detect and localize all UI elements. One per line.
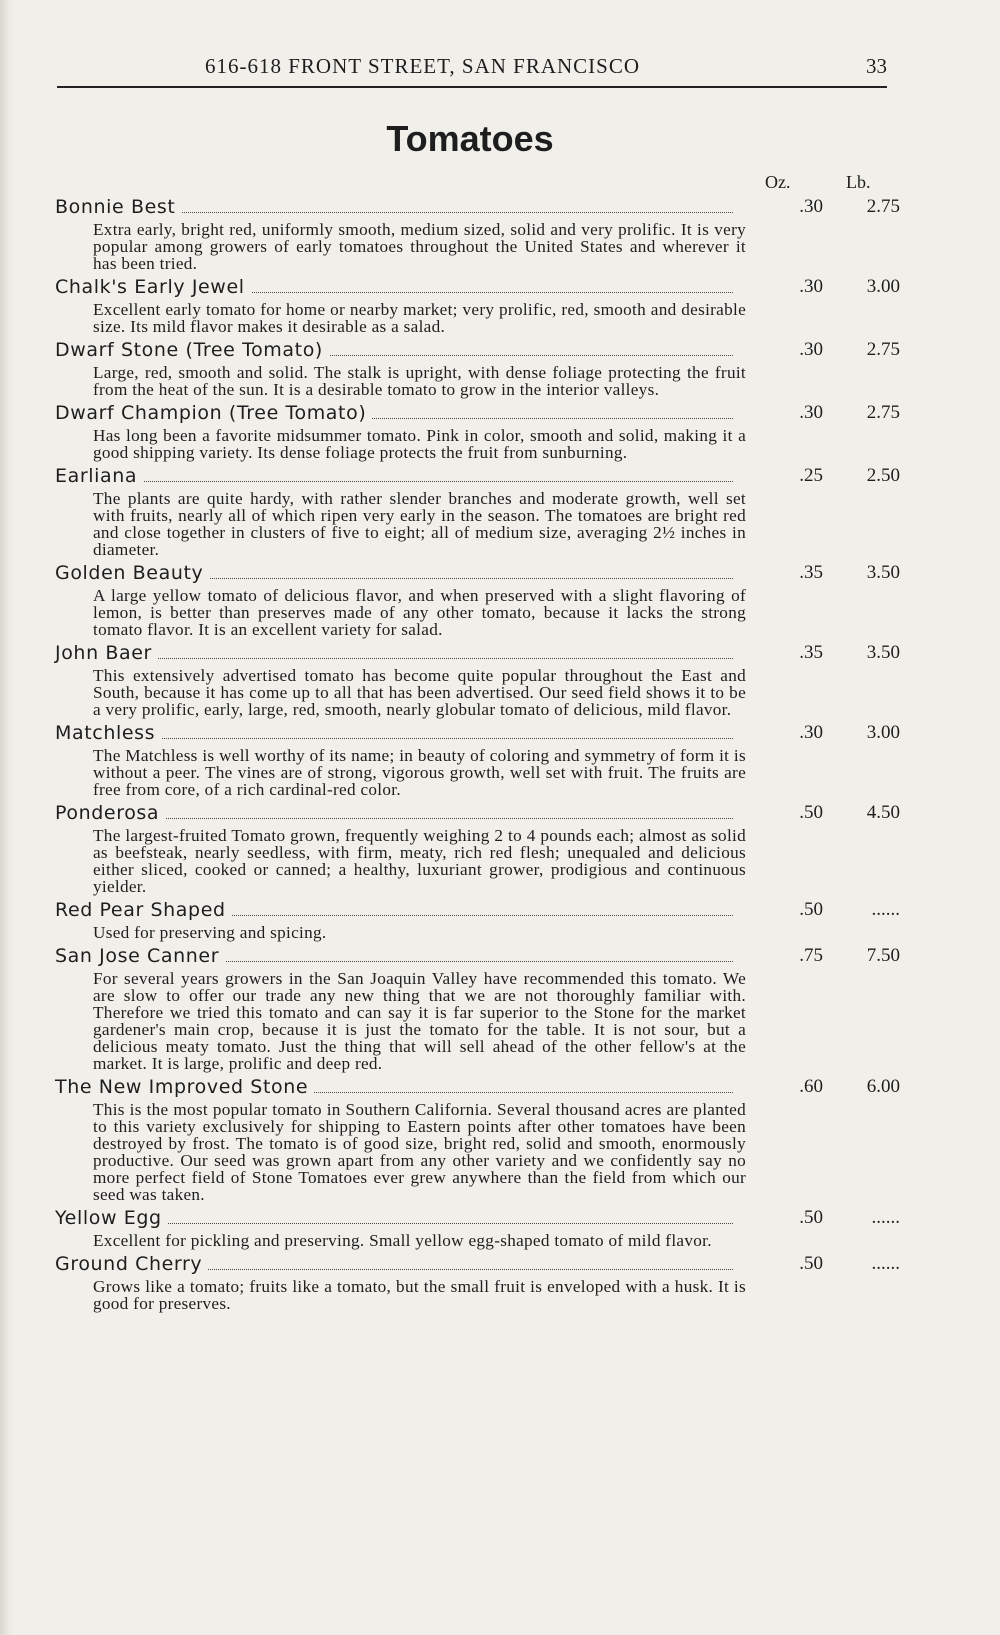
price-oz: .50 bbox=[799, 1253, 823, 1274]
list-item bbox=[55, 196, 900, 273]
column-header-lb: Lb. bbox=[846, 172, 871, 192]
dot-leader bbox=[55, 481, 733, 482]
list-item bbox=[55, 465, 900, 559]
variety-description: Used for preserving and spicing. bbox=[93, 923, 327, 942]
price-lb: 3.50 bbox=[866, 562, 900, 583]
price-oz: .75 bbox=[799, 945, 823, 966]
variety-name: Ponderosa bbox=[55, 802, 165, 824]
column-header-oz: Oz. bbox=[765, 172, 791, 192]
page-title: Tomatoes bbox=[386, 118, 554, 159]
variety-description: Grows like a tomato; fruits like a tomato, but the small fruit is enveloped with a husk. It is good for preserves. bbox=[93, 1277, 746, 1313]
list-item bbox=[55, 339, 900, 399]
price-oz: .35 bbox=[799, 642, 823, 663]
variety-name: Chalk's Early Jewel bbox=[55, 276, 251, 298]
variety-description: Extra early, bright red, uniformly smooth, medium sized, solid and very prolific. It is very popular among growers of early tomatoes throughout the United States and wherever it has been tried. bbox=[93, 220, 746, 273]
price-lb: 2.50 bbox=[866, 465, 900, 486]
list-item bbox=[55, 722, 900, 799]
price-lb: 2.75 bbox=[866, 402, 900, 423]
variety-description: Excellent early tomato for home or nearby market; very prolific, red, smooth and desirable size. Its mild flavor makes it desirable as a salad. bbox=[93, 300, 746, 336]
entry-price-line bbox=[55, 339, 900, 363]
price-oz: .30 bbox=[799, 722, 823, 743]
variety-name: John Baer bbox=[55, 642, 158, 664]
list-item bbox=[55, 802, 900, 896]
price-oz: .30 bbox=[799, 402, 823, 423]
variety-description: Excellent for pickling and preserving. Small yellow egg-shaped tomato of mild flavor. bbox=[93, 1231, 712, 1250]
entry-price-line bbox=[55, 1076, 900, 1100]
variety-name: San Jose Canner bbox=[55, 945, 225, 967]
variety-description: The Matchless is well worthy of its name; in beauty of coloring and symmetry of form it is without a peer. The vines are of strong, vigorous growth, well set with fruit. The fruits are free from core, of a rich cardinal-red color. bbox=[93, 746, 746, 799]
entry-price-line bbox=[55, 402, 900, 426]
price-oz: .35 bbox=[799, 562, 823, 583]
price-lb: 3.00 bbox=[866, 276, 900, 297]
variety-description: This is the most popular tomato in Southern California. Several thousand acres are planted to this variety exclusively for shipping to Eastern points after other tomatoes have been destroyed by frost. The tomato is of good size, bright red, solid and smooth, enormously productive. Our seed was grown apart from any other variety and we confidently say no more perfect field of Stone Tomatoes ever grew anywhere than the field from which our seed was taken. bbox=[93, 1100, 746, 1204]
list-item bbox=[55, 945, 900, 1073]
list-item bbox=[55, 402, 900, 462]
list-item bbox=[55, 642, 900, 719]
list-item bbox=[55, 1076, 900, 1204]
page-number: 33 bbox=[866, 54, 887, 78]
tomato-list bbox=[55, 196, 900, 1316]
price-lb: 2.75 bbox=[866, 196, 900, 217]
price-lb: 7.50 bbox=[866, 945, 900, 966]
price-oz: .30 bbox=[799, 339, 823, 360]
book-spine-shadow bbox=[0, 0, 14, 1635]
variety-name: Bonnie Best bbox=[55, 196, 181, 218]
list-item bbox=[55, 562, 900, 639]
price-lb: 4.50 bbox=[866, 802, 900, 823]
entry-price-line bbox=[55, 899, 900, 923]
variety-name: Earliana bbox=[55, 465, 143, 487]
price-lb: 3.50 bbox=[866, 642, 900, 663]
variety-name: Yellow Egg bbox=[55, 1207, 168, 1229]
page-header bbox=[57, 52, 887, 88]
variety-name: The New Improved Stone bbox=[55, 1076, 314, 1098]
entry-price-line bbox=[55, 1207, 900, 1231]
price-oz: .30 bbox=[799, 196, 823, 217]
variety-description: A large yellow tomato of delicious flavor, and when preserved with a slight flavoring of lemon, is better than preserves made of any other tomato, because it lacks the strong tomato flavor. It is an excellent variety for salad. bbox=[93, 586, 746, 639]
variety-name: Dwarf Stone (Tree Tomato) bbox=[55, 339, 329, 361]
variety-name: Red Pear Shaped bbox=[55, 899, 232, 921]
variety-name: Matchless bbox=[55, 722, 161, 744]
header-address: 616-618 FRONT STREET, SAN FRANCISCO bbox=[205, 54, 641, 78]
price-lb: 6.00 bbox=[866, 1076, 900, 1097]
variety-description: Large, red, smooth and solid. The stalk is upright, with dense foliage protecting the fruit from the heat of the sun. It is a desirable tomato to grow in the interior valleys. bbox=[93, 363, 746, 399]
entry-price-line bbox=[55, 1253, 900, 1277]
variety-name: Golden Beauty bbox=[55, 562, 209, 584]
list-item bbox=[55, 1207, 900, 1250]
entry-price-line bbox=[55, 465, 900, 489]
price-lb: 3.00 bbox=[866, 722, 900, 743]
entry-price-line bbox=[55, 642, 900, 666]
variety-description: This extensively advertised tomato has become quite popular throughout the East and South, because it has come up to all that has been advertised. Our seed field shows it to be a very prolific, early, large, red, smooth, nearly globular tomato of delicious, mild flavor. bbox=[93, 666, 746, 719]
list-item bbox=[55, 1253, 900, 1313]
price-oz: .50 bbox=[799, 802, 823, 823]
price-oz: .50 bbox=[799, 899, 823, 920]
variety-name: Dwarf Champion (Tree Tomato) bbox=[55, 402, 372, 424]
price-lb: ...... bbox=[871, 899, 900, 920]
entry-price-line bbox=[55, 562, 900, 586]
price-oz: .30 bbox=[799, 276, 823, 297]
entry-price-line bbox=[55, 945, 900, 969]
price-lb: ...... bbox=[871, 1207, 900, 1228]
price-oz: .50 bbox=[799, 1207, 823, 1228]
list-item bbox=[55, 899, 900, 942]
price-oz: .60 bbox=[799, 1076, 823, 1097]
entry-price-line bbox=[55, 802, 900, 826]
entry-price-line bbox=[55, 722, 900, 746]
list-item bbox=[55, 276, 900, 336]
entry-price-line bbox=[55, 276, 900, 300]
entry-price-line bbox=[55, 196, 900, 220]
price-lb: ...... bbox=[871, 1253, 900, 1274]
variety-description: For several years growers in the San Joaquin Valley have recommended this tomato. We are slow to offer our trade any new thing that we are not thoroughly familiar with. Therefore we tried this tomato and can say it is far superior to the Stone for the market gardener's main crop, because it is just the tomato for the table. It is not sour, but a delicious meaty tomato. Just the thing that will sell ahead of the other fellow's at the market. It is large, prolific and deep red. bbox=[93, 969, 746, 1073]
variety-description: The largest-fruited Tomato grown, frequently weighing 2 to 4 pounds each; almost as solid as beefsteak, nearly seedless, with firm, meaty, rich red flesh; unequaled and delicious either sliced, cooked or canned; a healthy, luxuriant grower, prodigious and continuous yielder. bbox=[93, 826, 746, 896]
variety-description: Has long been a favorite midsummer tomato. Pink in color, smooth and solid, making it a good shipping variety. Its dense foliage protects the fruit from sunburning. bbox=[93, 426, 746, 462]
price-oz: .25 bbox=[799, 465, 823, 486]
variety-name: Ground Cherry bbox=[55, 1253, 208, 1275]
variety-description: The plants are quite hardy, with rather slender branches and moderate growth, well set with fruits, nearly all of which ripen very early in the season. The tomatoes are bright red and close together in clusters of five to eight; all of medium size, averaging 2½ inches in diameter. bbox=[93, 489, 746, 559]
price-lb: 2.75 bbox=[866, 339, 900, 360]
